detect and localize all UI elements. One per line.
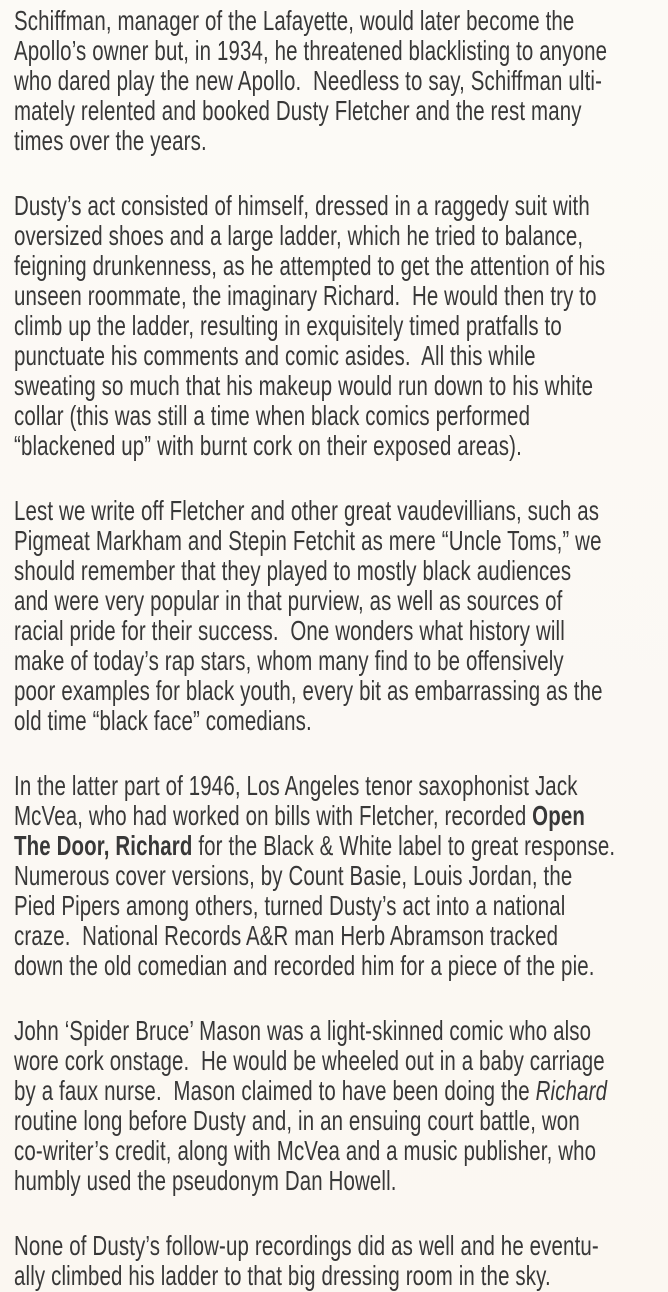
text-run: Apollo’s owner but, in 1934, he threatened blacklisting to anyone — [14, 35, 608, 66]
text-run: collar (this was still a time when black comics performed — [14, 400, 531, 431]
text-run: times over the years. — [14, 125, 207, 156]
text-line — [14, 676, 668, 706]
text-line — [14, 1016, 668, 1046]
text-run: mately relented and booked Dusty Fletcher and the rest many — [14, 95, 582, 126]
text-run: craze. National Records A&R man Herb Abramson tracked — [14, 920, 559, 951]
text-run: co-writer’s credit, along with McVea and a music publisher, who — [14, 1135, 597, 1166]
text-run: routine long before Dusty and, in an ensuing court battle, won — [14, 1105, 580, 1136]
bold-text-run: Open — [532, 800, 585, 831]
text-line — [14, 281, 668, 311]
paragraph — [14, 191, 668, 461]
text-line — [14, 1231, 668, 1261]
text-run: for the Black & White label to great response. — [192, 830, 616, 861]
text-run: humbly used the pseudonym Dan Howell. — [14, 1165, 397, 1196]
text-run: make of today’s rap stars, whom many find to be offensively — [14, 645, 564, 676]
text-run: “blackened up” with burnt cork on their exposed areas). — [14, 430, 522, 461]
text-line — [14, 771, 668, 801]
text-run: unseen roommate, the imaginary Richard. He would then try to — [14, 280, 597, 311]
text-run: John ‘Spider Bruce’ Mason was a light-skinned comic who also — [14, 1015, 592, 1046]
text-run: old time “black face” comedians. — [14, 705, 312, 736]
text-run: down the old comedian and recorded him for a piece of the pie. — [14, 950, 595, 981]
text-line — [14, 1166, 668, 1196]
text-line — [14, 801, 668, 831]
text-run: poor examples for black youth, every bit as embarrassing as the — [14, 675, 603, 706]
text-line — [14, 66, 668, 96]
text-run: McVea, who had worked on bills with Fletcher, recorded — [14, 800, 533, 831]
paragraph — [14, 6, 668, 156]
text-line — [14, 36, 668, 66]
paragraph — [14, 771, 668, 981]
text-line — [14, 221, 668, 251]
text-run: Numerous cover versions, by Count Basie, Louis Jordan, the — [14, 860, 573, 891]
text-line — [14, 401, 668, 431]
text-run: Pied Pipers among others, turned Dusty’s act into a national — [14, 890, 566, 921]
text-line — [14, 191, 668, 221]
text-run: Lest we write off Fletcher and other great vaudevillians, such as — [14, 495, 600, 526]
text-column — [14, 6, 668, 1292]
text-run: None of Dusty’s follow-up recordings did as well and he eventu- — [14, 1230, 599, 1261]
text-line — [14, 706, 668, 736]
text-run: In the latter part of 1946, Los Angeles tenor saxophonist Jack — [14, 770, 578, 801]
text-line — [14, 431, 668, 461]
text-line — [14, 371, 668, 401]
text-line — [14, 96, 668, 126]
text-line — [14, 1106, 668, 1136]
text-line — [14, 526, 668, 556]
text-line — [14, 1046, 668, 1076]
text-run: racial pride for their success. One wonders what history will — [14, 615, 565, 646]
text-line — [14, 616, 668, 646]
paragraph — [14, 496, 668, 736]
text-line — [14, 951, 668, 981]
text-line — [14, 1136, 668, 1166]
text-line — [14, 496, 668, 526]
italic-text-run: Richard — [535, 1075, 608, 1106]
bold-text-run: The Door, Richard — [14, 830, 193, 861]
text-line — [14, 311, 668, 341]
text-run: oversized shoes and a large ladder, which he tried to balance, — [14, 220, 584, 251]
text-line — [14, 921, 668, 951]
text-run: sweating so much that his makeup would run down to his white — [14, 370, 594, 401]
text-line — [14, 1076, 668, 1106]
text-line — [14, 126, 668, 156]
text-run: Dusty’s act consisted of himself, dressed in a raggedy suit with — [14, 190, 590, 221]
text-line — [14, 556, 668, 586]
text-run: ally climbed his ladder to that big dressing room in the sky. — [14, 1260, 551, 1291]
text-run: should remember that they played to mostly black audiences — [14, 555, 572, 586]
paragraph — [14, 1231, 668, 1291]
text-line — [14, 861, 668, 891]
text-run: and were very popular in that purview, as well as sources of — [14, 585, 563, 616]
text-line — [14, 6, 668, 36]
text-run: wore cork onstage. He would be wheeled out in a baby carriage — [14, 1045, 605, 1076]
text-run: who dared play the new Apollo. Needless to say, Schiffman ulti- — [14, 65, 603, 96]
text-run: Schiffman, manager of the Lafayette, would later become the — [14, 5, 575, 36]
text-run: punctuate his comments and comic asides. All this while — [14, 340, 536, 371]
text-line — [14, 251, 668, 281]
text-line — [14, 891, 668, 921]
text-line — [14, 646, 668, 676]
text-run: climb up the ladder, resulting in exquisitely timed pratfalls to — [14, 310, 562, 341]
text-line — [14, 341, 668, 371]
text-run: feigning drunkenness, as he attempted to get the attention of his — [14, 250, 606, 281]
text-line — [14, 831, 668, 861]
paragraph — [14, 1016, 668, 1196]
text-run: by a faux nurse. Mason claimed to have been doing the — [14, 1075, 536, 1106]
text-line — [14, 586, 668, 616]
text-run: Pigmeat Markham and Stepin Fetchit as mere “Uncle Toms,” we — [14, 525, 602, 556]
text-line — [14, 1261, 668, 1291]
